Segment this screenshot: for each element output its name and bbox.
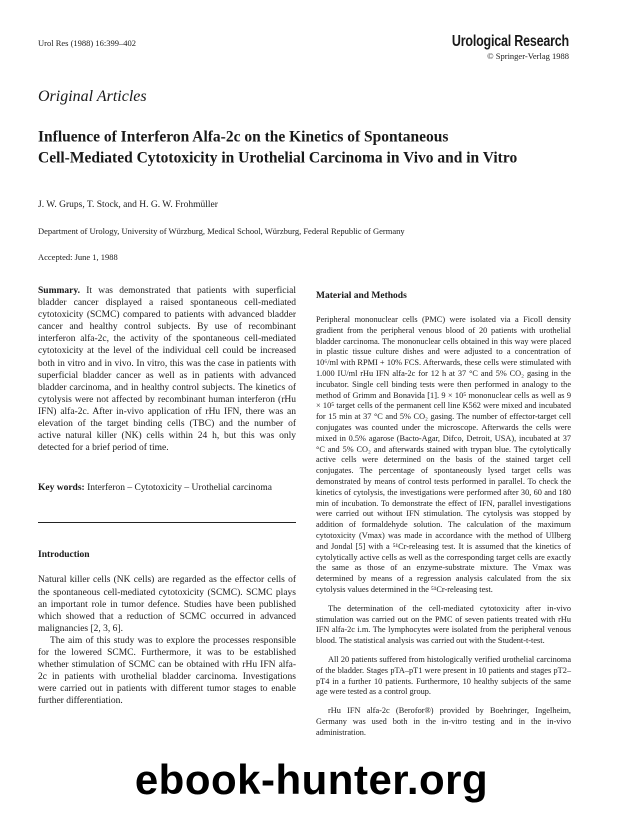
- methods-paragraph: Peripheral mononuclear cells (PMC) were isolated via a Ficoll density gradient from the peripheral venous blood of 20 patients with urothelial bladder carcinoma. The mononuclear cells obtained in this way were placed in plastic tissue culture dishes and were adjusted to a concentration of 10⁶/ml with RPMI + 10% FCS. Afterwards, these cells were stimulated with 1.000 IU/ml rHu IFN alfa-2c for 12 h at 37 °C and 5% CO₂ gasing in the incubator. Single cell binding tests were then performed in analogy to the method of Grimm and Bonavida [1]. 9 × 10⁵ mononuclear cells as well as 9 × 10⁵ target cells of the permanent cell line K562 were mixed and incubated for 15 min at 37 °C and 5% CO₂ gasing. The number of effector-target cell conjugates was counted under the microscope. Afterwards the cells were mixed in 0.5% agarose (Bacto-Agar, Difco, Detroit, USA), incubated at 37 °C and 5% CO₂ and afterwards stained with trypan blue. The cytolytically active cells were determined on the basis of the stained target cell conjugates. The percentage of spontaneously lysed target cells was demonstrated by means of control tests performed in parallel. To check the kinetics of cytolysis, the investigations were performed after 30, 60 and 180 min of incubation. To demonstrate the effect of IFN, parallel investigations were carried out without IFN stimulation. The cytolysis was stopped by addition of formaldehyde solution. The calculation of the maximum cytotoxicity (Vmax) was made in accordance with the method of Ullberg and Jondal [5] with a ⁵¹Cr-releasing test. It is assumed that the kinetics of cytolytically active cells as well as the corresponding target cells are exactly the same as those of an enzyme-substrate mixture. The Vmax was determined by means of a regression analysis calculated from the six cytolysis values determined in the ⁵¹Cr-releasing test.: [316, 315, 571, 594]
- section-divider: [38, 522, 296, 523]
- article-title-line: Influence of Interferon Alfa-2c on the Kinetics of Spontaneous: [38, 128, 449, 146]
- introduction-paragraph: Natural killer cells (NK cells) are regarded as the effector cells of the spontaneous cell-mediated cytotoxicity (SCMC). SCMC plays an important role in tumor defence. Studies have been published which showed that a reduction of SCMC occurred in advanced malignancies [2, 3, 6].: [38, 575, 296, 634]
- keywords-text: Interferon – Cytotoxicity – Urothelial carcinoma: [87, 483, 273, 494]
- article-title-line: Cell-Mediated Cytotoxicity in Urothelial Carcinoma in Vivo and in Vitro: [38, 149, 518, 167]
- keywords: [38, 482, 296, 494]
- affiliation: Department of Urology, University of Würzburg, Medical School, Würzburg, Federal Republic of Germany: [38, 226, 405, 236]
- watermark: ebook-hunter.org: [134, 756, 489, 803]
- authors: J. W. Grups, T. Stock, and H. G. W. Frohmüller: [38, 200, 218, 210]
- abstract-text: It was demonstrated that patients with superficial bladder cancer displayed a raised spontaneous cell-mediated cytotoxicity (SCMC) compared to patients with advanced bladder cancer and healthy control subjects. By use of recombinant interferon alfa-2c, the activity of the spontaneous cell-mediated cytotoxicity at the level of the individual cell could be increased both in vitro and in vivo. In vitro, this was the case in patients with superficial bladder cancer as well as in patients with advanced bladder carcinoma, and in healthy control subjects. The kinetics of cytolysis were not affected by recombinant human interferon (rHu IFN) alfa-2c. After in-vivo application of rHu IFN, there was an elevation of the target binding cells (TBC) and the number of active natural killer (NK) cells within 24 h, but this was only detected for a brief period of time.: [38, 286, 297, 454]
- journal-citation: Urol Res (1988) 16:399–402: [38, 38, 136, 48]
- right-column: [316, 285, 571, 746]
- section-label: Original Articles: [38, 88, 147, 105]
- methods-body: [316, 315, 571, 738]
- introduction-body: [38, 574, 296, 707]
- article-title: [38, 127, 598, 169]
- abstract-label: Summary.: [38, 286, 80, 296]
- introduction-paragraph: The aim of this study was to explore the processes responsible for the lowered SCMC. Furthermore, it was to be established whether stimulation of SCMC can be obtained with rHu IFN alfa-2c in patients with urothelial bladder carcinoma. Investigations were carried out in patients with different tumor stages to enable further differentiation.: [38, 635, 296, 707]
- introduction-heading: Introduction: [38, 550, 90, 561]
- accepted-date: Accepted: June 1, 1988: [38, 252, 118, 262]
- methods-paragraph: The determination of the cell-mediated cytotoxicity after in-vivo stimulation was carried out on the PMC of seven patients treated with rHu IFN alfa-2c i.m. The lymphocytes were isolated from the peripheral venous blood. The statistical analysis was carried out with the Student-t-test.: [316, 603, 571, 646]
- methods-paragraph: rHu IFN alfa-2c (Berofor®) provided by Boehringer, Ingelheim, Germany was used both in the in-vitro testing and in the in-vivo administration.: [316, 706, 571, 737]
- methods-heading: Material and Methods: [316, 291, 407, 301]
- journal-title: Urological Research: [451, 32, 569, 50]
- publisher-copyright: © Springer-Verlag 1988: [487, 51, 569, 61]
- abstract: [38, 285, 296, 454]
- left-column: [38, 285, 296, 707]
- keywords-label: Key words:: [38, 483, 85, 494]
- methods-paragraph: All 20 patients suffered from histologically verified urothelial carcinoma of the bladder. Stages pTA–pT1 were present in 10 patients and stages pT2–pT4 in a further 10 patients. Furthermore, 10 healthy subjects of the same age were tested as a control group.: [316, 654, 571, 697]
